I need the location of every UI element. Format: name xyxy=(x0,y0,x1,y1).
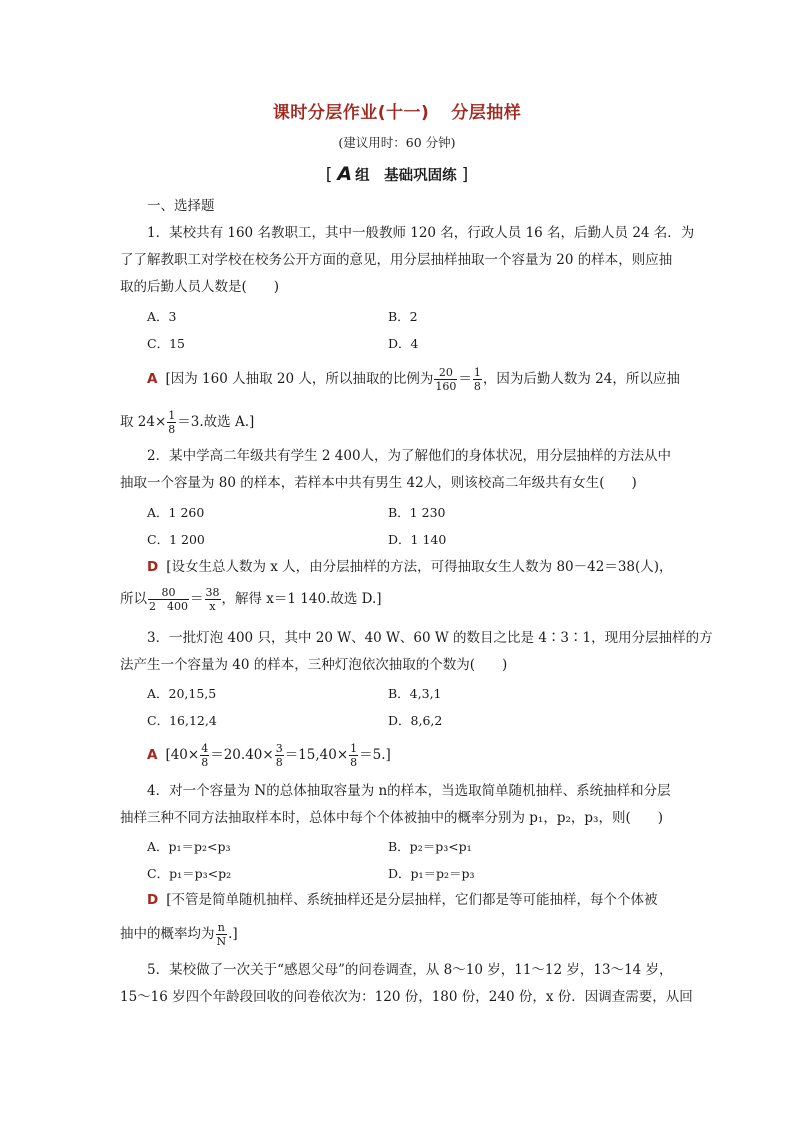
fraction: $\frac{20}{160}$ xyxy=(435,366,457,393)
q2-stem-line1: 2．某中学高二年级共有学生 2 400人，为了解他们的身体状况，用分层抽样的方法从中 xyxy=(147,448,672,464)
q4-explanation-line1: D [不管是简单随机抽样、系统抽样还是分层抽样，它们都是等可能抽样，每个个体被 xyxy=(147,892,658,908)
q3-option-a: A．20,15,5 xyxy=(147,686,217,701)
fraction: $\frac{1}{8}$ xyxy=(168,409,176,436)
q3-stem-line2: 法产生一个容量为 40 的样本，三种灯泡依次抽取的个数为( ) xyxy=(120,657,508,673)
q4-option-d: D．p₁＝p₂＝p₃ xyxy=(388,866,475,881)
q4-option-b: B．p₂＝p₃<p₁ xyxy=(388,839,472,854)
title-main: 课时分层作业(十一) xyxy=(272,103,430,123)
q2-option-c: C．1 200 xyxy=(147,532,205,547)
q1-stem-line2: 了了解教职工对学校在校务公开方面的意见，用分层抽样抽取一个容量为 20 的样本，则应抽 xyxy=(120,252,673,268)
q2-option-a: A．1 260 xyxy=(147,505,205,520)
q1-answer: A xyxy=(147,371,158,387)
fraction: $\frac{38}{x}$ xyxy=(205,586,220,613)
fraction: $\frac{1}{8}$ xyxy=(350,742,358,769)
q4-stem-line2: 抽样三种不同方法抽取样本时，总体中每个个体被抽中的概率分别为 p₁，p₂，p₃，则( ) xyxy=(120,810,663,826)
q3-option-b: B．4,3,1 xyxy=(388,686,442,701)
q2-explanation-line1: D [设女生总人数为 x 人，由分层抽样的方法，可得抽取女生人数为 80－42＝38(人)， xyxy=(147,559,673,575)
q3-option-d: D．8,6,2 xyxy=(388,713,443,728)
q4-option-a: A．p₁＝p₂<p₃ xyxy=(147,839,231,854)
q5-stem-line2: 15～16 岁四个年龄段回收的问卷依次为：120 份，180 份，240 份，x 份．因调查需要，从回 xyxy=(120,989,693,1005)
q3-stem-line1: 3．一批灯泡 400 只，其中 20 W、40 W、60 W 的数目之比是 4∶3∶1，现用分层抽样的方 xyxy=(147,630,713,646)
fraction: $\frac{n}{N}$ xyxy=(216,921,227,948)
q3-explanation: A [40× $\frac{4}{8}$ ＝20.40× $\frac{3}{8}$ ＝15,40× $\frac{1}{8}$ ＝5.] xyxy=(147,742,391,769)
q1-option-b: B．2 xyxy=(388,309,418,324)
q4-stem-line1: 4．对一个容量为 N的总体抽取容量为 n的样本，当选取简单随机抽样、系统抽样和分层 xyxy=(147,783,671,799)
q4-option-c: C．p₁＝p₃<p₂ xyxy=(147,866,232,881)
q3-answer: A xyxy=(147,747,158,763)
q2-explanation-line2: 所以 $\frac{80}{2 400}$ ＝ $\frac{38}{x}$ ，解得 x＝1 140.故选 D.] xyxy=(120,586,382,613)
q1-stem-line1: 1．某校共有 160 名教职工，其中一般教师 120 名，行政人员 16 名，后勤人员 24 名．为 xyxy=(147,225,695,241)
fraction: $\frac{80}{2 400}$ xyxy=(149,586,188,613)
q2-option-d: D．1 140 xyxy=(388,532,447,547)
q1-option-a: A．3 xyxy=(147,309,177,324)
group-letter: A xyxy=(337,163,353,185)
q5-stem-line1: 5．某校做了一次关于“感恩父母”的问卷调查，从 8～10 岁，11～12 岁，13～14 岁， xyxy=(147,962,673,978)
page-title xyxy=(0,98,794,123)
fraction: $\frac{1}{8}$ xyxy=(473,366,481,393)
q2-stem-line2: 抽取一个容量为 80 的样本，若样本中共有男生 42人，则该校高二年级共有女生( ) xyxy=(120,475,637,491)
q1-stem-line3: 取的后勤人员人数是( ) xyxy=(120,279,280,295)
q4-explanation-line2: 抽中的概率均为 $\frac{n}{N}$ .] xyxy=(120,921,238,948)
q2-answer: D xyxy=(147,559,159,575)
group-label: 组 基础巩固练 xyxy=(355,168,457,184)
q1-option-d: D．4 xyxy=(388,336,419,351)
time-hint: (建议用时：60 分钟) xyxy=(338,135,456,150)
q2-option-b: B．1 230 xyxy=(388,505,446,520)
title-topic: 分层抽样 xyxy=(451,103,522,123)
q4-answer: D xyxy=(147,892,159,908)
q1-explanation-line1: A [因为 160 人抽取 20 人，所以抽取的比例为 $\frac{20}{160}$ ＝ $\frac{1}{8}$ ，因为后勤人数为 24，所以应抽 xyxy=(147,366,680,393)
fraction: $\frac{3}{8}$ xyxy=(275,742,283,769)
q3-option-c: C．16,12,4 xyxy=(147,713,217,728)
section-heading: 一、选择题 xyxy=(147,198,215,214)
group-heading: [ A 组 基础巩固练 ] xyxy=(325,163,469,185)
q1-option-c: C．15 xyxy=(147,336,185,351)
fraction: $\frac{4}{8}$ xyxy=(201,742,209,769)
q1-explanation-line2: 取 24× $\frac{1}{8}$ ＝3.故选 A.] xyxy=(120,409,255,436)
